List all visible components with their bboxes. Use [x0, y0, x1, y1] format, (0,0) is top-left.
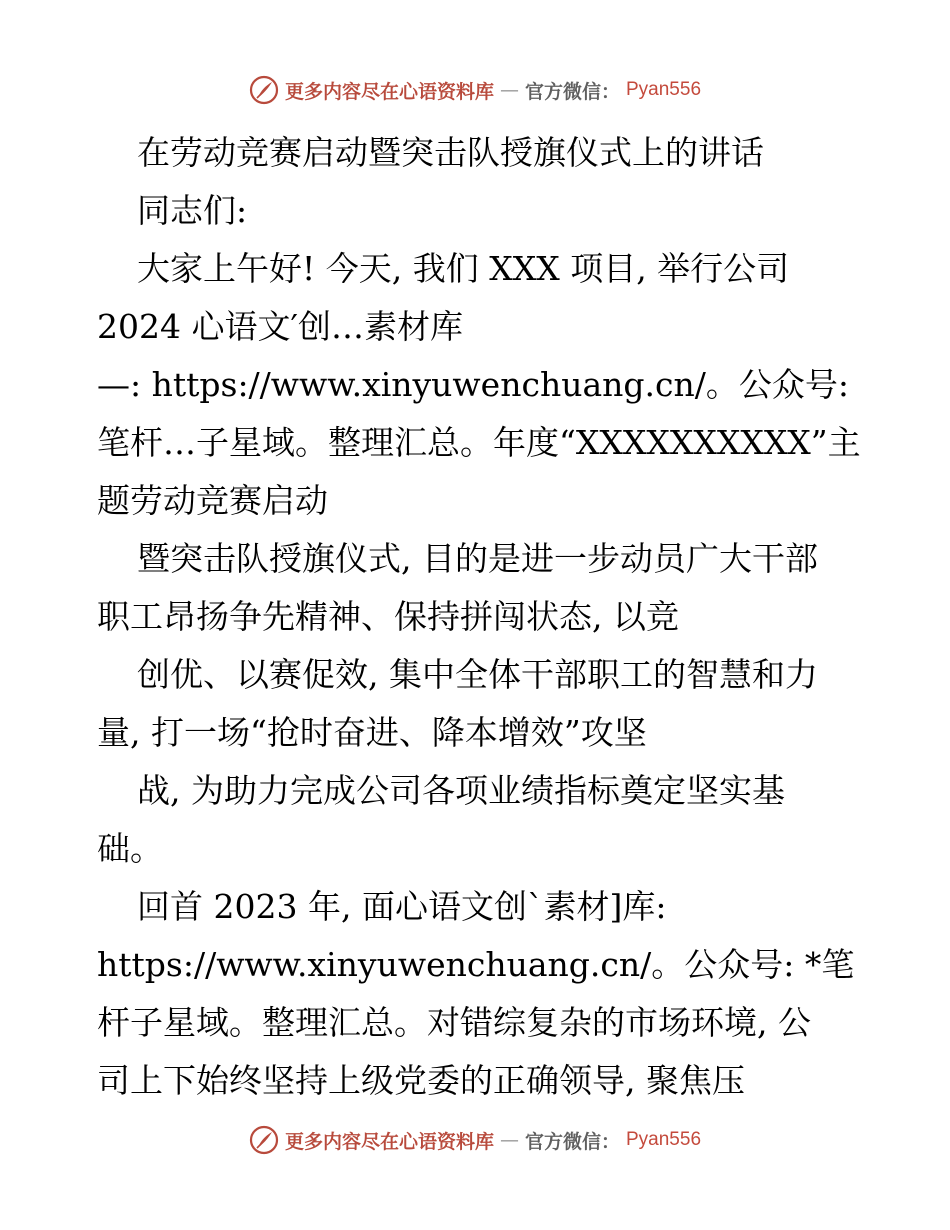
paragraph-line: 战, 为助力完成公司各项业绩指标奠定坚实基: [137, 771, 785, 810]
watermark-group: [249, 75, 701, 105]
watermark-id-text: Pyan556: [626, 1129, 702, 1150]
quill-pen-logo-icon: [249, 75, 279, 105]
document-body: [97, 124, 861, 1110]
paragraph-line: 量, 打一场“抢时奋进、降本增效”攻坚: [97, 713, 647, 752]
paragraph-line: 杆子星域。整理汇总。对错综复杂的市场环境, 公: [97, 1003, 811, 1042]
watermark-main-text: 更多内容尽在心语资料库: [284, 80, 494, 103]
quill-pen-logo-icon: [249, 1125, 279, 1155]
paragraph-line: 2024 心语文′创…素材库: [97, 307, 463, 346]
paragraph-line: —: https://www.xinyuwenchuang.cn/。公众号:: [97, 365, 849, 404]
watermark-separator: —: [499, 1129, 519, 1151]
paragraph-line: 回首 2023 年, 面心语文创`素材]库:: [137, 887, 667, 926]
salutation: 同志们:: [137, 191, 248, 230]
watermark-separator: —: [499, 79, 519, 101]
paragraph-line: 创优、以赛促效, 集中全体干部职工的智慧和力: [137, 655, 818, 694]
paragraph-line: 础。: [97, 829, 163, 868]
header-watermark: [0, 70, 950, 110]
watermark-sub-text: 官方微信：: [524, 80, 620, 103]
paragraph-line: 大家上午好! 今天, 我们 XXX 项目, 举行公司: [137, 249, 790, 288]
watermark-id-text: Pyan556: [626, 79, 702, 100]
paragraph-line: https://www.xinyuwenchuang.cn/。公众号: *笔: [97, 945, 855, 984]
document-title: 在劳动竞赛启动暨突击队授旗仪式上的讲话: [137, 133, 764, 172]
watermark-main-text: 更多内容尽在心语资料库: [284, 1130, 494, 1153]
paragraph-line: 司上下始终坚持上级党委的正确领导, 聚焦压: [97, 1061, 745, 1100]
paragraph-line: 暨突击队授旗仪式, 目的是进一步动员广大干部: [137, 539, 818, 578]
footer-watermark: [0, 1120, 950, 1160]
paragraph-line: 职工昂扬争先精神、保持拼闯状态, 以竞: [97, 597, 679, 636]
watermark-sub-text: 官方微信：: [524, 1130, 620, 1153]
watermark-group: [249, 1125, 701, 1155]
paragraph-line: 笔杆…子星域。整理汇总。年度“XXXXXXXXXX”主: [97, 423, 861, 462]
paragraph-line: 题劳动竞赛启动: [97, 481, 328, 520]
